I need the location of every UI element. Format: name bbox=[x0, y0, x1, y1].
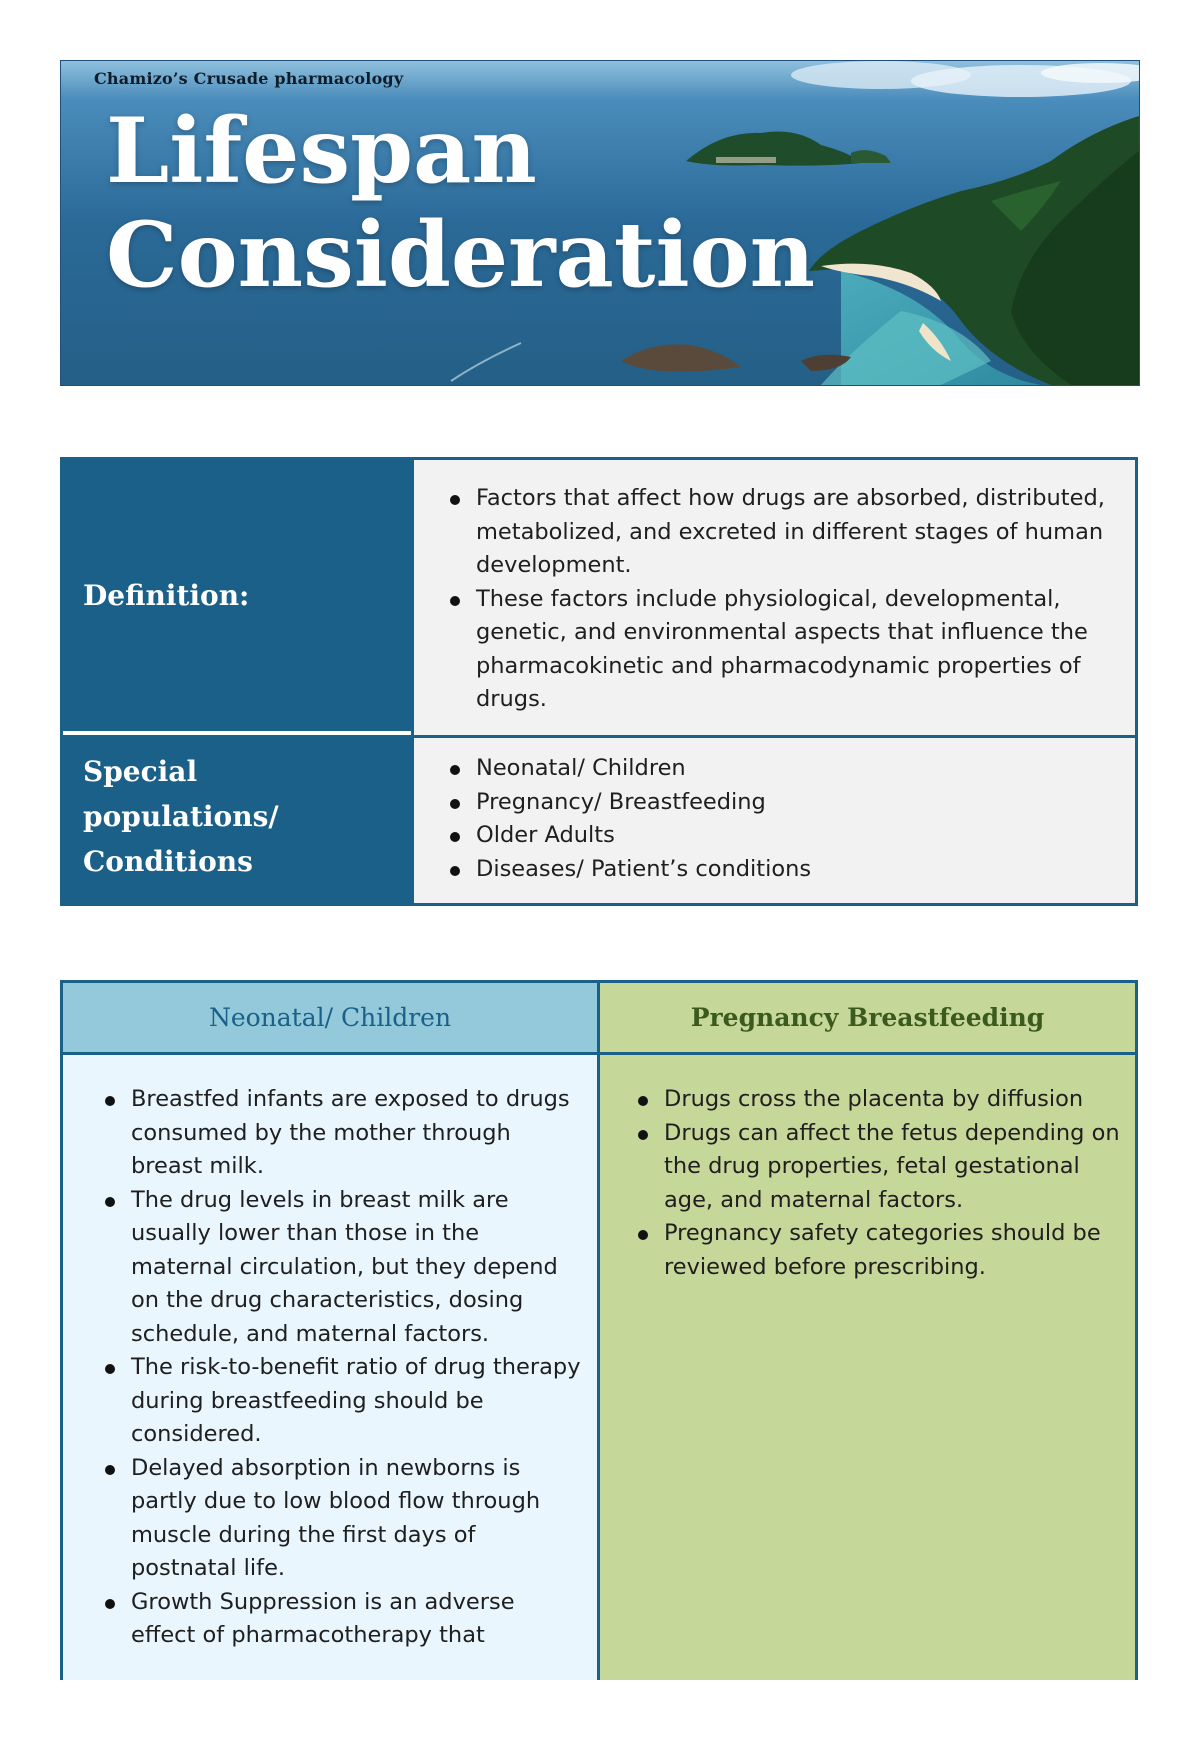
label-line: Special bbox=[83, 755, 198, 788]
pregnancy-breastfeeding-column bbox=[597, 983, 1135, 1680]
hero-banner bbox=[60, 60, 1140, 386]
list-item: Growth Suppression is an adverse effect of pharmacotherapy that bbox=[99, 1586, 583, 1653]
list-item: Drugs can affect the fetus depending on the drug properties, fetal gestational age, and maternal factors. bbox=[632, 1117, 1121, 1218]
label-line: Conditions bbox=[83, 845, 253, 878]
definition-label: Definition: bbox=[63, 460, 411, 735]
special-populations-content bbox=[411, 735, 1135, 903]
neonatal-children-list bbox=[99, 1083, 583, 1653]
special-populations-row bbox=[63, 735, 1135, 903]
column-header: Pregnancy Breastfeeding bbox=[600, 983, 1135, 1055]
label-line: populations/ bbox=[83, 800, 279, 833]
definition-content bbox=[411, 460, 1135, 735]
publisher-kicker: Chamizo’s Crusade pharmacology bbox=[94, 69, 404, 88]
population-table bbox=[60, 980, 1138, 1680]
list-item: Pregnancy safety categories should be reviewed before prescribing. bbox=[632, 1217, 1121, 1284]
list-item: Older Adults bbox=[444, 819, 1115, 853]
list-item: Drugs cross the placenta by diffusion bbox=[632, 1083, 1121, 1117]
definition-table bbox=[60, 457, 1138, 906]
list-item: Diseases/ Patient’s conditions bbox=[444, 853, 1115, 887]
pregnancy-breastfeeding-list bbox=[632, 1083, 1121, 1284]
list-item: Delayed absorption in newborns is partly due to low blood flow through muscle during the first days of postnatal life. bbox=[99, 1452, 583, 1586]
list-item: Breastfed infants are exposed to drugs consumed by the mother through breast milk. bbox=[99, 1083, 583, 1184]
list-item: Factors that affect how drugs are absorbed, distributed, metabolized, and excreted in different stages of human development. bbox=[444, 482, 1115, 583]
page-title-line-2: Consideration bbox=[106, 202, 816, 308]
special-populations-label bbox=[63, 735, 411, 903]
list-item: Pregnancy/ Breastfeeding bbox=[444, 786, 1115, 820]
list-item: The drug levels in breast milk are usually lower than those in the maternal circulation, but they depend on the drug characteristics, dosing schedule, and maternal factors. bbox=[99, 1184, 583, 1352]
list-item: These factors include physiological, developmental, genetic, and environmental aspects that influence the pharmacokinetic and pharmacodynamic properties of drugs. bbox=[444, 583, 1115, 717]
list-item: The risk-to-benefit ratio of drug therapy during breastfeeding should be considered. bbox=[99, 1351, 583, 1452]
special-populations-list bbox=[444, 752, 1115, 886]
column-header: Neonatal/ Children bbox=[63, 983, 597, 1055]
page-title bbox=[106, 99, 815, 307]
page-title-line-1: Lifespan bbox=[106, 98, 537, 204]
list-item: Neonatal/ Children bbox=[444, 752, 1115, 786]
neonatal-children-column bbox=[63, 983, 597, 1680]
definition-row bbox=[63, 460, 1135, 735]
definition-list bbox=[444, 482, 1115, 717]
